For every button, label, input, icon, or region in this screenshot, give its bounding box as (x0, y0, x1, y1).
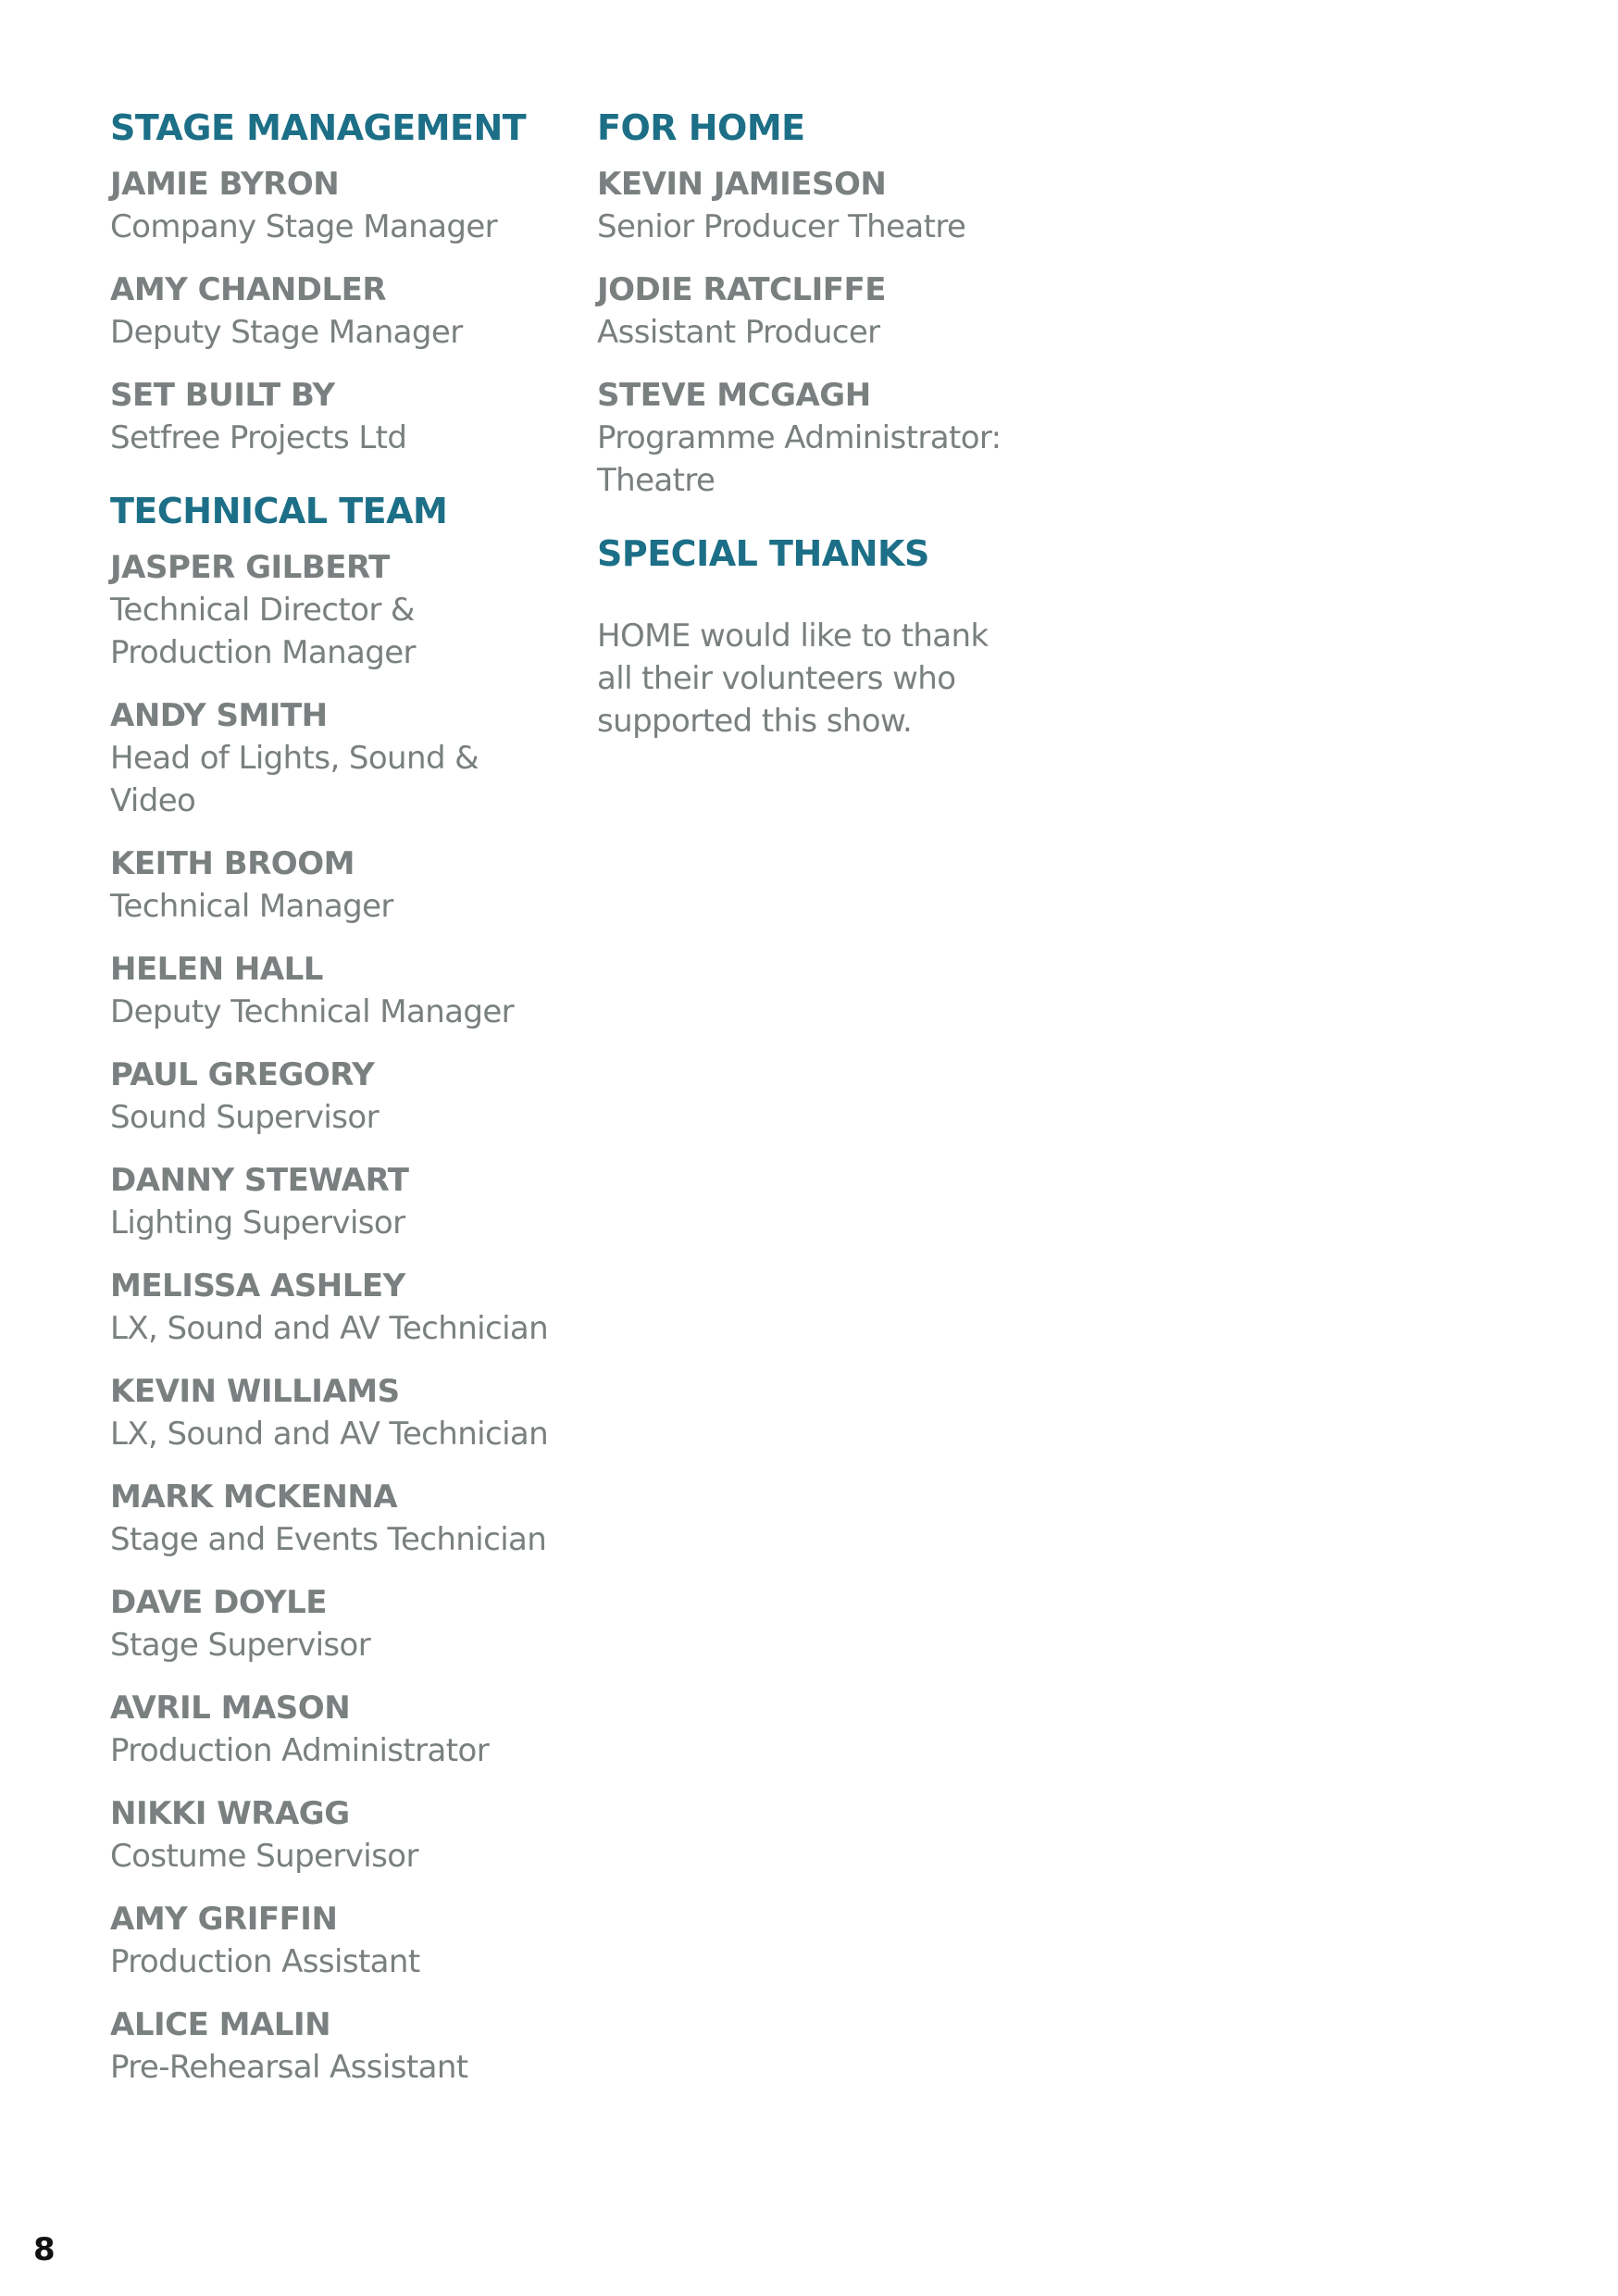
credit-entry (110, 948, 573, 1033)
credit-role: Deputy Technical Manager (110, 993, 515, 1030)
credit-role: Assistant Producer (597, 314, 880, 351)
credit-entry (110, 1159, 573, 1244)
credit-role: Senior Producer Theatre (597, 208, 966, 245)
credit-role: Programme Administrator: Theatre (597, 419, 1002, 499)
section-heading: TECHNICAL TEAM (110, 491, 448, 531)
credit-role: Deputy Stage Manager (110, 314, 463, 351)
credit-role: Production Assistant (110, 1943, 420, 1980)
credit-entry (110, 2003, 573, 2089)
credit-name: HELEN HALL (110, 951, 323, 988)
credit-role: Technical Manager (110, 888, 393, 925)
credit-entry (597, 374, 1078, 502)
credit-entry (110, 1370, 573, 1455)
credit-entry (110, 1581, 573, 1666)
left-column (110, 102, 573, 2115)
credit-role: LX, Sound and AV Technician (110, 1416, 549, 1453)
credit-name: KEITH BROOM (110, 845, 355, 882)
credit-name: MARK MCKENNA (110, 1479, 398, 1516)
credit-role: Stage and Events Technician (110, 1521, 547, 1558)
credit-role: LX, Sound and AV Technician (110, 1310, 549, 1347)
credit-entry (110, 374, 573, 459)
credit-role: Lighting Supervisor (110, 1204, 405, 1242)
credit-name: JODIE RATCLIFFE (597, 271, 886, 308)
credit-role: Setfree Projects Ltd (110, 419, 407, 456)
credit-entry (110, 1476, 573, 1561)
credit-role: Sound Supervisor (110, 1099, 379, 1136)
stage-management-section (110, 102, 573, 459)
credit-name: DAVE DOYLE (110, 1584, 328, 1621)
special-thanks-section (597, 528, 1078, 742)
credit-name: STEVE MCGAGH (597, 377, 871, 414)
for-home-section (597, 102, 1078, 502)
credit-name: ALICE MALIN (110, 2006, 331, 2043)
credit-entry (110, 1265, 573, 1350)
credit-entry (597, 268, 1078, 354)
credit-name: JASPER GILBERT (110, 549, 390, 586)
credit-role: Head of Lights, Sound & Video (110, 740, 479, 819)
credit-role: Costume Supervisor (110, 1838, 418, 1875)
credit-name: AVRIL MASON (110, 1690, 351, 1727)
credit-name: ANDY SMITH (110, 697, 328, 734)
credit-entry (110, 694, 573, 822)
credit-entry (110, 1898, 573, 1983)
credit-name: NIKKI WRAGG (110, 1795, 350, 1832)
credit-entry (110, 268, 573, 354)
credit-name: JAMIE BYRON (110, 166, 340, 203)
technical-team-section (110, 485, 573, 2089)
credit-name: SET BUILT BY (110, 377, 335, 414)
credit-name: DANNY STEWART (110, 1162, 409, 1199)
page-number: 8 (33, 2231, 56, 2268)
credit-name: KEVIN JAMIESON (597, 166, 887, 203)
credit-role: Production Administrator (110, 1732, 490, 1769)
credit-entry (110, 1054, 573, 1139)
right-column (597, 102, 1078, 768)
section-heading: STAGE MANAGEMENT (110, 107, 527, 148)
section-heading: FOR HOME (597, 107, 805, 148)
credit-entry (110, 546, 573, 674)
credit-name: AMY GRIFFIN (110, 1901, 338, 1938)
credit-entry (110, 1792, 573, 1878)
credit-name: MELISSA ASHLEY (110, 1267, 405, 1304)
credit-entry (110, 1687, 573, 1772)
credit-entry (110, 842, 573, 928)
credit-role: Stage Supervisor (110, 1627, 371, 1664)
credit-role: Pre-Rehearsal Assistant (110, 2049, 468, 2086)
credit-entry (110, 163, 573, 248)
credit-role: Company Stage Manager (110, 208, 498, 245)
credit-name: PAUL GREGORY (110, 1056, 375, 1093)
credit-name: AMY CHANDLER (110, 271, 387, 308)
credit-entry (597, 163, 1078, 248)
credit-name: KEVIN WILLIAMS (110, 1373, 400, 1410)
section-heading: SPECIAL THANKS (597, 533, 929, 574)
special-thanks-text: HOME would like to thank all their volunteers who supported this show. (597, 618, 989, 740)
credit-role: Technical Director & Production Manager (110, 592, 416, 671)
